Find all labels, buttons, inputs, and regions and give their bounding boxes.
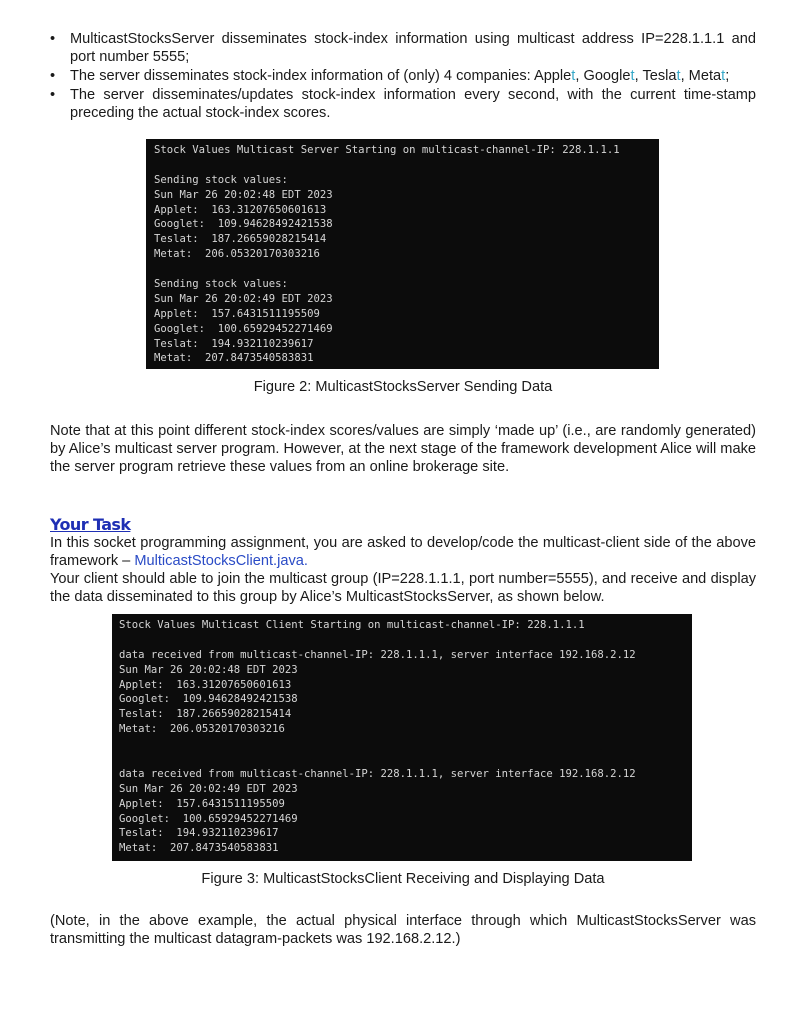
bullet-text: The server disseminates stock-index information of (only) 4 companies: Applet, Googlet, Teslat, Metat;: [70, 68, 730, 84]
terminal-line: Googlet: 100.65929452271469: [154, 322, 333, 335]
client-terminal-screenshot: [112, 614, 692, 861]
document-page: [50, 30, 756, 948]
terminal-line: Applet: 163.31207650601613: [154, 203, 327, 216]
terminal-line: Metat: 206.05320170303216: [119, 723, 285, 736]
terminal-line: Sun Mar 26 20:02:48 EDT 2023: [119, 663, 298, 676]
terminal-line: Googlet: 109.94628492421538: [119, 693, 298, 706]
terminal-line: Teslat: 187.26659028215414: [119, 708, 292, 721]
server-terminal-screenshot: [146, 139, 659, 369]
highlight-letter: t: [721, 68, 726, 84]
bullet-text: MulticastStocksServer disseminates stock-index information using multicast address IP=228.1.1.1 and port number 5555;: [70, 31, 756, 65]
terminal-line: Metat: 207.8473540583831: [154, 352, 314, 365]
interface-note-paragraph: (Note, in the above example, the actual physical interface through which MulticastStocksServer was transmitting the multicast datagram-packets was 192.168.2.12.): [50, 913, 756, 947]
terminal-line: Applet: 157.6431511195509: [119, 797, 285, 810]
highlight-letter: t: [571, 68, 576, 84]
your-task-heading: Your Task: [50, 515, 131, 534]
terminal-line: Metat: 206.05320170303216: [154, 248, 320, 261]
bullet-item: [50, 86, 756, 122]
bullet-item: [50, 30, 756, 66]
bullet-dot: •: [50, 68, 56, 84]
bullet-dot: •: [50, 87, 56, 103]
client-file-link[interactable]: MulticastStocksClient.java.: [134, 553, 308, 569]
bullet-item: [50, 67, 756, 85]
terminal-line: [119, 752, 685, 767]
terminal-line: Teslat: 194.932110239617: [154, 337, 314, 350]
terminal-line: Stock Values Multicast Server Starting on multicast-channel-IP: 228.1.1.1: [154, 144, 620, 156]
terminal-line: Stock Values Multicast Client Starting on multicast-channel-IP: 228.1.1.1: [119, 619, 585, 631]
terminal-line: [119, 737, 685, 752]
terminal-line: [154, 158, 651, 173]
terminal-line: Teslat: 187.26659028215414: [154, 233, 327, 246]
terminal-line: Metat: 207.8473540583831: [119, 842, 279, 855]
terminal-line: Sending stock values:: [154, 278, 288, 291]
terminal-line: [119, 633, 685, 648]
task-paragraph: In this socket programming assignment, you are asked to develop/code the multicast-client side of the above framework – MulticastStocksClient.java.: [50, 535, 756, 569]
figure-2-caption: Figure 2: MulticastStocksServer Sending Data: [253, 379, 553, 395]
terminal-line: Sun Mar 26 20:02:49 EDT 2023: [119, 782, 298, 795]
terminal-line: Sending stock values:: [154, 173, 288, 186]
terminal-line: Teslat: 194.932110239617: [119, 827, 279, 840]
terminal-line: Googlet: 100.65929452271469: [119, 812, 298, 825]
terminal-line: [154, 262, 651, 277]
figure-3-caption: Figure 3: MulticastStocksClient Receiving and Displaying Data: [201, 871, 605, 887]
bullet-dot: •: [50, 31, 56, 47]
terminal-line: data received from multicast-channel-IP: 228.1.1.1, server interface 192.168.2.12: [119, 767, 636, 780]
terminal-line: Sun Mar 26 20:02:48 EDT 2023: [154, 188, 333, 201]
note-paragraph: Note that at this point different stock-index scores/values are simply ‘made up’ (i.e., are randomly generated) by Alice’s multicast server program. However, at the next stage of the framework development Alice will make the server program retrieve these values from an online brokerage site.: [50, 423, 756, 475]
highlight-letter: t: [676, 68, 681, 84]
bullet-text: The server disseminates/updates stock-index information every second, with the current time-stamp preceding the actual stock-index scores.: [70, 87, 756, 121]
terminal-line: data received from multicast-channel-IP: 228.1.1.1, server interface 192.168.2.12: [119, 648, 636, 661]
terminal-line: Applet: 163.31207650601613: [119, 678, 292, 691]
bullet-list: [50, 30, 756, 122]
terminal-line: Sun Mar 26 20:02:49 EDT 2023: [154, 292, 333, 305]
terminal-line: Googlet: 109.94628492421538: [154, 218, 333, 231]
highlight-letter: t: [630, 68, 635, 84]
terminal-line: Applet: 157.6431511195509: [154, 307, 320, 320]
task-paragraph-2: Your client should able to join the multicast group (IP=228.1.1.1, port number=5555), and receive and display the data disseminated to this group by Alice’s MulticastStocksServer, as shown below.: [50, 571, 756, 605]
